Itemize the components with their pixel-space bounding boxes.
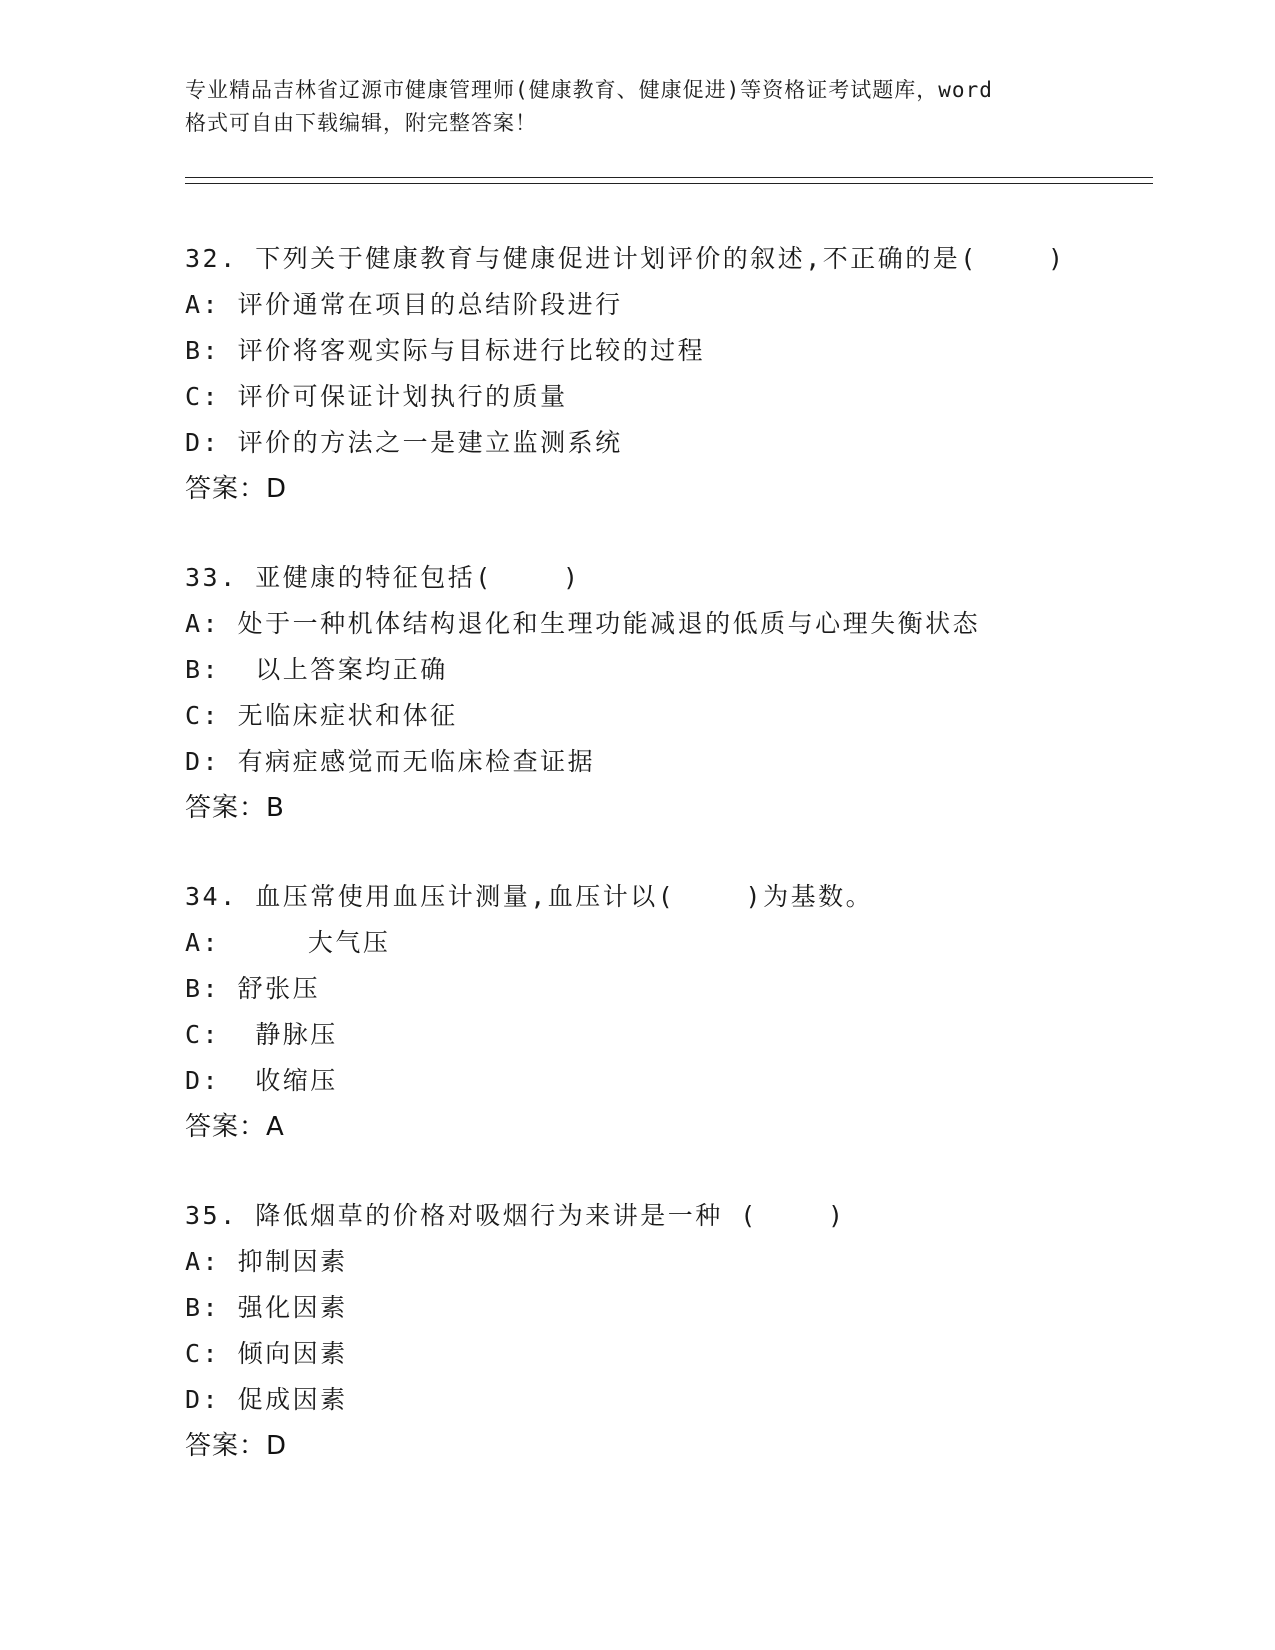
question-stem: 32. 下列关于健康教育与健康促进计划评价的叙述,不正确的是( ) (185, 244, 1066, 273)
option-b: B: 强化因素 (185, 1293, 348, 1322)
question-stem: 34. 血压常使用血压计测量,血压计以( )为基数。 (185, 882, 874, 911)
option-b: B: 舒张压 (185, 974, 321, 1003)
question-33 (185, 555, 1145, 831)
question-stem: 33. 亚健康的特征包括( ) (185, 563, 581, 592)
question-32 (185, 236, 1145, 512)
question-34 (185, 874, 1145, 1150)
question-stem: 35. 降低烟草的价格对吸烟行为来讲是一种 ( ) (185, 1201, 846, 1230)
option-b: B: 评价将客观实际与目标进行比较的过程 (185, 336, 706, 365)
question-list (185, 236, 1145, 1512)
answer-label: 答案：D (185, 1431, 288, 1461)
option-c: C: 静脉压 (185, 1020, 338, 1049)
option-b: B: 以上答案均正确 (185, 655, 448, 684)
document-header (185, 74, 1085, 140)
header-divider-top (185, 177, 1153, 178)
option-a: A: 评价通常在项目的总结阶段进行 (185, 290, 623, 319)
option-a: A: 抑制因素 (185, 1247, 348, 1276)
answer-label: 答案：A (185, 1112, 285, 1142)
option-d: D: 促成因素 (185, 1385, 348, 1414)
header-line-1: 专业精品吉林省辽源市健康管理师(健康教育、健康促进)等资格证考试题库，word (185, 78, 993, 102)
option-a: A: 处于一种机体结构退化和生理功能减退的低质与心理失衡状态 (185, 609, 981, 638)
option-d: D: 收缩压 (185, 1066, 338, 1095)
answer-label: 答案：B (185, 793, 285, 823)
option-c: C: 评价可保证计划执行的质量 (185, 382, 568, 411)
question-35 (185, 1193, 1145, 1469)
option-d: D: 有病症感觉而无临床检查证据 (185, 747, 596, 776)
header-divider-bottom (185, 183, 1153, 184)
header-line-2: 格式可自由下载编辑，附完整答案！ (185, 111, 537, 135)
option-d: D: 评价的方法之一是建立监测系统 (185, 428, 623, 457)
answer-label: 答案：D (185, 474, 288, 504)
option-c: C: 倾向因素 (185, 1339, 348, 1368)
option-a: A: 大气压 (185, 928, 391, 957)
option-c: C: 无临床症状和体征 (185, 701, 458, 730)
